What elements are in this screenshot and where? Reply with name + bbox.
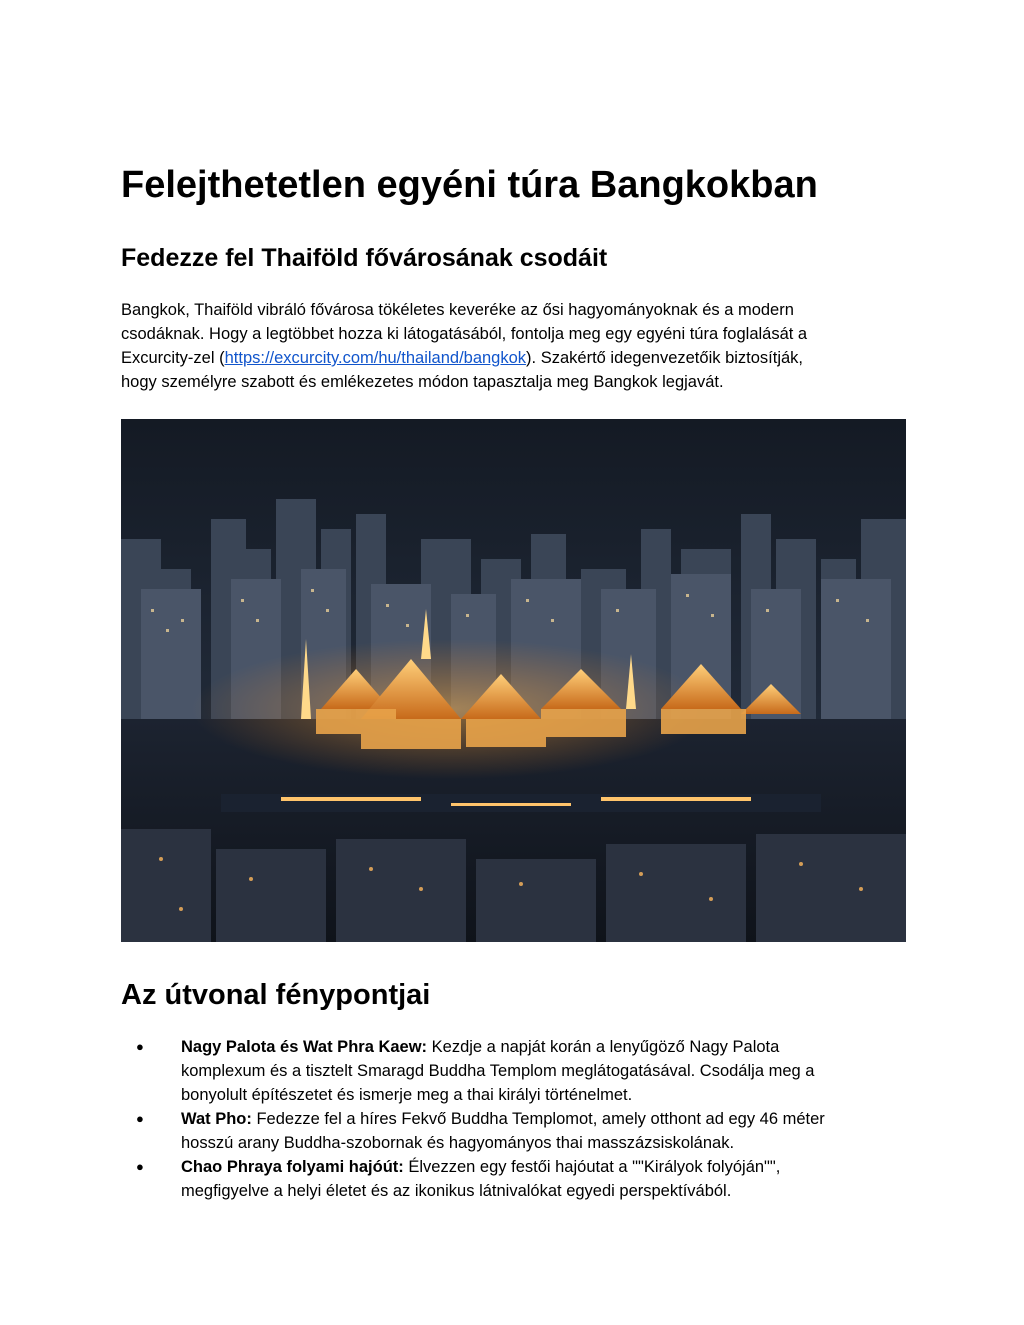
highlight-text: hosszú arany Buddha-szobornak és hagyományos thai masszázsiskolának. [181, 1134, 735, 1152]
intro-paragraph [121, 298, 906, 394]
bullet-icon: ● [136, 1039, 144, 1054]
highlight-name: Wat Pho: [181, 1110, 252, 1128]
intro-line-3 [121, 346, 906, 370]
highlight-text: bonyolult építészetet és ismerje meg a thai királyi történelmet. [181, 1086, 633, 1104]
bullet-icon: ● [136, 1159, 144, 1174]
excurcity-link[interactable]: https://excurcity.com/hu/thailand/bangkok [224, 349, 527, 367]
intro-line-1: Bangkok, Thaiföld vibráló fővárosa tökéletes keveréke az ősi hagyományoknak és a modern [121, 301, 794, 319]
list-item [121, 1035, 911, 1107]
intro-line-3-end: ). Szakértő idegenvezetőik biztosítják, [526, 349, 804, 367]
highlight-text: komplexum és a tisztelt Smaragd Buddha Templom meglátogatásával. Csodálja meg a [181, 1062, 815, 1080]
intro-line-2: csodáknak. Hogy a legtöbbet hozza ki látogatásából, fontolja meg egy egyéni túra foglalását a [121, 325, 808, 343]
highlight-name: Nagy Palota és Wat Phra Kaew: [181, 1038, 428, 1056]
highlight-text: Fedezze fel a híres Fekvő Buddha Templomot, amely otthont ad egy 46 méter [251, 1110, 825, 1128]
list-item [121, 1107, 911, 1155]
bangkok-night-skyline-photo [121, 419, 906, 942]
highlight-text: megfigyelve a helyi életet és az ikonikus látnivalókat egyedi perspektívából. [181, 1182, 732, 1200]
highlight-text: Kezdje a napját korán a lenyűgöző Nagy Palota [427, 1038, 780, 1056]
document-subtitle: Fedezze fel Thaiföld fővárosának csodáit [121, 244, 608, 272]
document-title: Felejthetetlen egyéni túra Bangkokban [121, 164, 818, 206]
highlights-heading: Az útvonal fénypontjai [121, 979, 431, 1011]
bullet-icon: ● [136, 1111, 144, 1126]
highlights-list [121, 1035, 911, 1203]
intro-line-4: hogy személyre szabott és emlékezetes módon tapasztalja meg Bangkok legjavát. [121, 373, 724, 391]
highlight-text: Élvezzen egy festői hajóutat a ""Királyok folyóján"", [403, 1158, 781, 1176]
intro-line-3-start: Excurcity-zel ( [121, 349, 225, 367]
highlight-name: Chao Phraya folyami hajóút: [181, 1158, 404, 1176]
list-item [121, 1155, 911, 1203]
